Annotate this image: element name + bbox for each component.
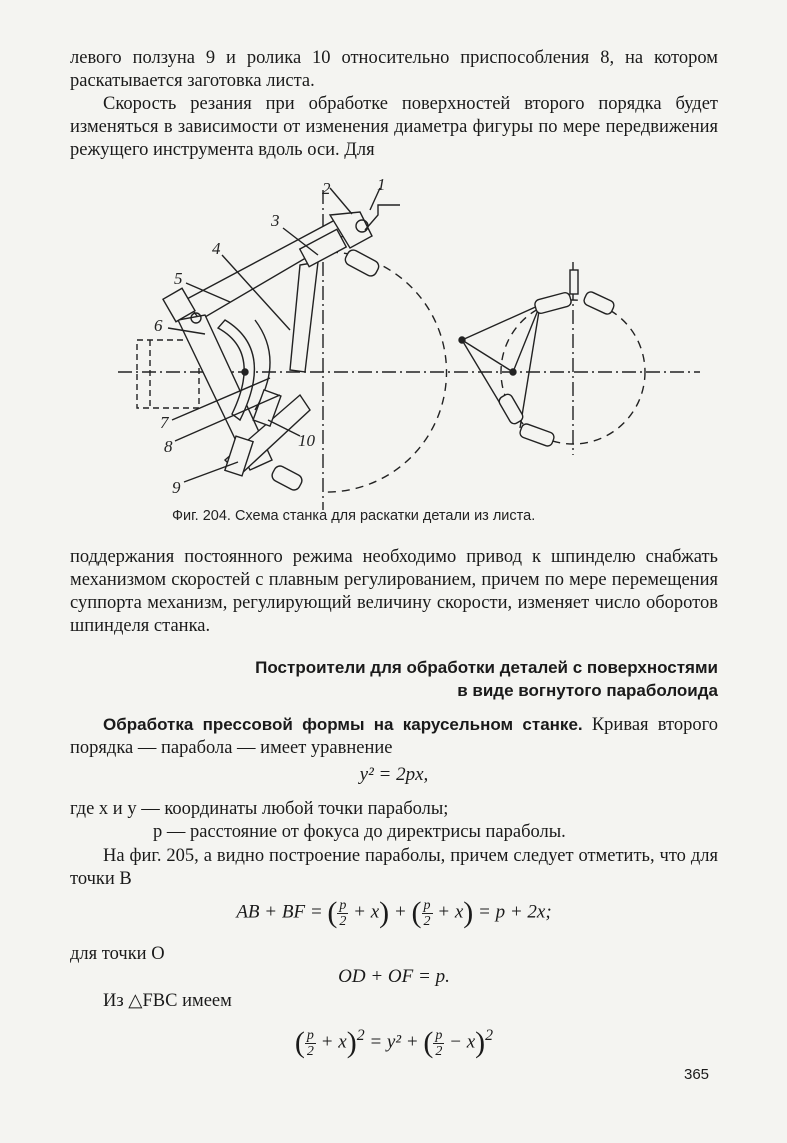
from-triangle: Из △FBC имеем <box>103 991 232 1011</box>
fig-label-7: 7 <box>160 413 169 432</box>
paragraph-1: левого ползуна 9 и ролика 10 относительно приспособления 8, на котором раскатывается заготовка листа. <box>70 48 718 91</box>
fig-label-8: 8 <box>164 437 173 456</box>
page-number: 365 <box>684 1066 710 1083</box>
fig-label-5: 5 <box>174 269 183 288</box>
for-point-o: для точки O <box>70 944 165 964</box>
equation-od-of: OD + OF = p. <box>338 966 450 987</box>
paragraph-5: На фиг. 205, а видно построение параболы, причем следует отметить, что для точки B <box>70 846 718 889</box>
spindle-outline <box>137 340 199 408</box>
section-heading-line-2: в виде вогнутого параболоида <box>457 681 718 700</box>
fig-label-2: 2 <box>322 179 331 198</box>
paragraph-4 <box>70 713 718 760</box>
equation-triangle: ( $\frac{p}{2}$ + x)$^2$ = y² + ( $\frac{p}{2}$ − x)$^2$ <box>294 1026 494 1059</box>
runin-heading: Обработка прессовой формы на карусельном станке. <box>103 715 583 734</box>
fig-label-4: 4 <box>212 239 221 258</box>
where-line-2: p — расстояние от фокуса до директрисы параболы. <box>153 822 566 842</box>
equation-parabola: y² = 2px, <box>359 764 429 785</box>
paragraph-3: поддержания постоянного режима необходимо привод к шпинделю снабжать механизмом скоростей с плавным регулированием, причем по мере перемещения суппорта механизм, регулирующий величину скорости, изменяет число оборотов шпинделя станка. <box>70 547 718 636</box>
fig-label-9: 9 <box>172 478 181 497</box>
section-heading-line-1: Построители для обработки деталей с поверхностями <box>255 658 718 677</box>
figure-caption: Фиг. 204. Схема станка для раскатки детали из листа. <box>172 508 536 524</box>
fig-label-3: 3 <box>271 211 280 230</box>
paragraph-4-text: Кривая второго порядка — парабола — имеет уравнение <box>70 715 718 758</box>
equation-ab-bf: AB + BF = ( $\frac{p}{2}$ + x) + ( $\frac{p}{2}$ + x) = p + 2x; <box>236 896 552 929</box>
fig-label-6: 6 <box>154 316 163 335</box>
fig-label-1: 1 <box>377 175 386 194</box>
paragraph-2: Скорость резания при обработке поверхностей второго порядка будет изменяться в зависимости от изменения диаметра фигуры по мере передвижения режущего инструмента вдоль оси. Для <box>70 94 718 160</box>
where-line-1: где x и y — координаты любой точки параболы; <box>70 799 449 819</box>
fig-label-10: 10 <box>298 431 315 450</box>
